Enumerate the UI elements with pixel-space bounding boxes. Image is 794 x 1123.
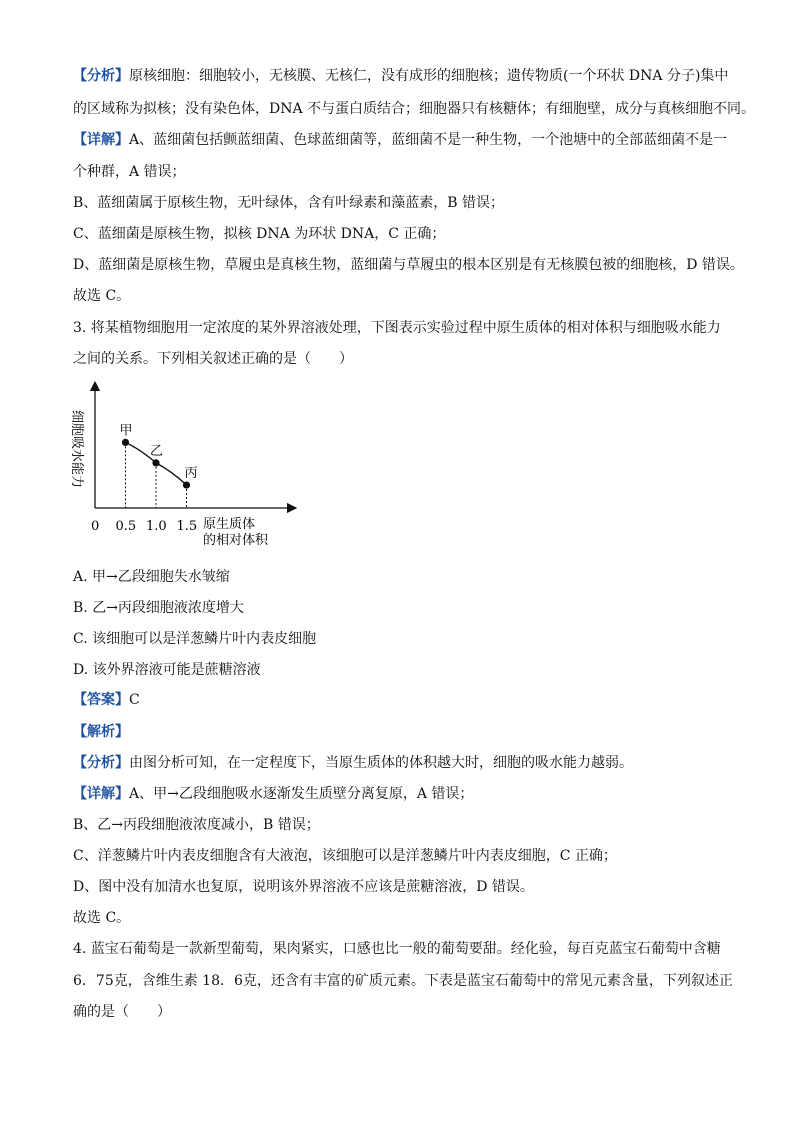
option-d: D. 该外界溶液可能是蔗糖溶液: [73, 662, 261, 678]
detail-line-c: C、蓝细菌是原核生物，拟核 DNA 为环状 DNA，C 正确；: [73, 226, 446, 242]
x-tick-label-1: 0.5: [115, 519, 137, 534]
detail-line-1: 【详解】A、蓝细菌包括颤蓝细菌、色球蓝细菌等，蓝细菌不是一种生物，一个池塘中的全部蓝细菌不是一: [73, 132, 728, 148]
chart-svg: [70, 378, 300, 553]
analysis-tag: 【分析】: [73, 68, 129, 84]
data-point-3: [183, 481, 190, 488]
explanation-heading: [73, 722, 734, 742]
explanation-choice: 故选 C。: [73, 910, 131, 926]
detail-line-2: 个种群，A 错误；: [73, 164, 186, 180]
volume-absorption-chart: [70, 378, 300, 553]
point-label-2: 乙: [150, 443, 164, 459]
point-label-1: 甲: [119, 423, 133, 439]
explanation-tag: 【解析】: [73, 724, 129, 740]
x-axis-label-line-1: 原生质体: [203, 517, 256, 532]
option-a: A. 甲→乙段细胞失水皱缩: [73, 569, 230, 585]
question-4-line-2: 6．75克，含维生素 18．6克，还含有丰富的矿质元素。下表是蓝宝石葡萄中的常见元素含量，下列叙述正: [73, 973, 733, 989]
explanation-detail-d: D、图中没有加清水也复原，说明该外界溶液不应该是蔗糖溶液，D 错误。: [73, 879, 534, 895]
answer-line: 【答案】C: [73, 692, 140, 708]
explanation-analysis: 【分析】由图分析可知，在一定程度下，当原生质体的体积越大时，细胞的吸水能力越弱。: [73, 755, 633, 771]
origin-label: 0: [91, 519, 100, 534]
detail-line-b: B、蓝细菌属于原核生物，无叶绿体，含有叶绿素和藻蓝素，B 错误；: [73, 195, 505, 211]
detail-tag-2: 【详解】: [73, 786, 129, 802]
explanation-detail-a: 【详解】A、甲→乙段细胞吸水逐渐发生质壁分离复原，A 错误；: [73, 786, 474, 802]
answer-tag: 【答案】: [73, 692, 129, 708]
question-4-line-3: 确的是（ ）: [73, 1004, 171, 1020]
detail-tag: 【详解】: [73, 132, 129, 148]
explanation-detail-c: C、洋葱鳞片叶内表皮细胞含有大液泡，该细胞可以是洋葱鳞片叶内表皮细胞，C 正确；: [73, 848, 617, 864]
data-point-1: [122, 439, 129, 446]
detail-line-d: D、蓝细菌是原核生物，草履虫是真核生物，蓝细菌与草履虫的根本区别是有无核膜包被的细胞核，D 错误。: [73, 257, 744, 273]
x-axis-label-line-2: 的相对体积: [203, 533, 269, 548]
option-c: C. 该细胞可以是洋葱鳞片叶内表皮细胞: [73, 631, 317, 647]
question-3-line-2: 之间的关系。下列相关叙述正确的是（ ）: [73, 351, 353, 367]
y-axis-label: 细胞吸水能力: [70, 410, 84, 489]
option-b: B. 乙→丙段细胞液浓度增大: [73, 600, 244, 616]
analysis-line-2: 的区域称为拟核；没有染色体，DNA 不与蛋白质结合；细胞器只有核糖体；有细胞壁，成分与真核细胞不同。: [73, 101, 756, 117]
analysis-tag-2: 【分析】: [73, 755, 129, 771]
x-tick-label-3: 1.5: [176, 519, 198, 534]
question-4-line-1: 4. 蓝宝石葡萄是一款新型葡萄，果肉紧实，口感也比一般的葡萄要甜。经化验，每百克蓝宝石葡萄中含糖: [73, 941, 721, 957]
point-label-3: 丙: [184, 466, 198, 482]
question-3-line-1: 3. 将某植物细胞用一定浓度的某外界溶液处理，下图表示实验过程中原生质体的相对体积与细胞吸水能力: [73, 320, 721, 336]
explanation-detail-b: B、乙→丙段细胞液浓度减小，B 错误；: [73, 817, 320, 833]
x-tick-label-2: 1.0: [146, 519, 167, 534]
answer-choice-line: 故选 C。: [73, 288, 131, 304]
analysis-line-1: 【分析】原核细胞：细胞较小，无核膜、无核仁，没有成形的细胞核；遗传物质(一个环状 DNA 分子)集中: [73, 68, 729, 84]
data-point-2: [152, 459, 159, 466]
